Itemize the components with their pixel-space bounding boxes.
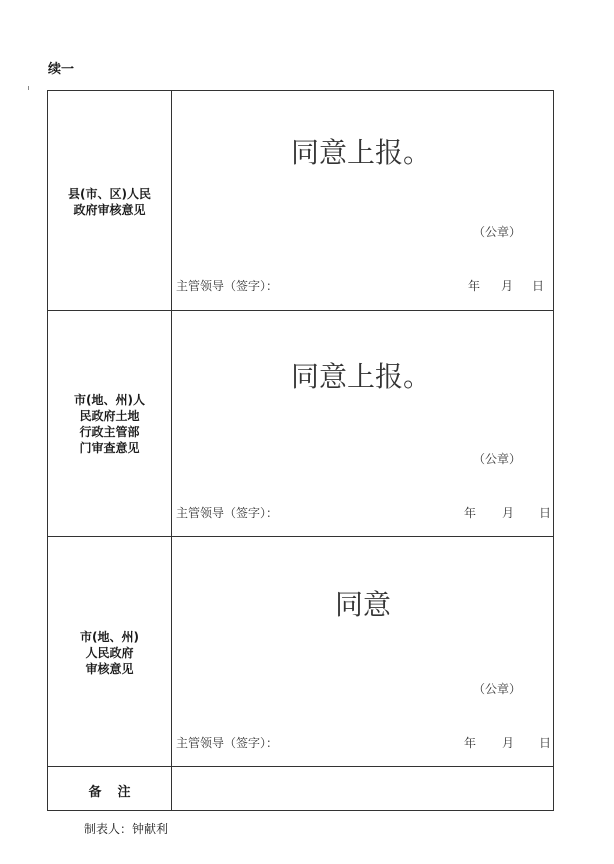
leader-signature-label: 主管领导（签字）： [176,736,279,750]
date-year: 年 [468,279,481,293]
date-month: 月 [502,736,515,750]
date-day: 日 [539,736,552,750]
county-review-label [48,186,171,218]
label-line: 门审查意见 [79,441,140,455]
form-maker: 制表人：钟献利 [84,822,169,836]
leader-signature-label: 主管领导（签字）： [176,506,279,520]
margin-mark [28,86,29,90]
remarks-label: 备注 [88,785,147,800]
label-line: 民政府土地 [79,409,140,423]
county-opinion-text: 同意上报。 [291,136,432,169]
row-divider [48,310,553,311]
city-land-dept-review-label [48,392,171,456]
official-seal-note: （公章） [473,225,522,239]
label-line: 市(地、州) [80,630,139,644]
date-year: 年 [464,506,477,520]
approval-table [47,90,554,811]
label-line: 行政主管部 [79,425,140,439]
row-divider [48,536,553,537]
row-divider [48,766,553,767]
date-year: 年 [464,736,477,750]
label-line: 人民政府 [85,646,134,660]
official-seal-note: （公章） [473,452,522,466]
label-line: 县(市、区)人民 [68,187,151,201]
date-month: 月 [501,279,514,293]
city-gov-review-label [48,629,171,677]
label-line: 审核意见 [85,662,134,676]
official-seal-note: （公章） [473,682,522,696]
land-dept-opinion-text: 同意上报。 [291,360,432,393]
label-line: 市(地、州)人 [74,393,145,407]
date-day: 日 [532,279,545,293]
date-day: 日 [539,506,552,520]
continuation-label: 续一 [48,62,75,77]
city-gov-opinion-text: 同意 [335,588,392,621]
label-line: 政府审核意见 [73,203,146,217]
leader-signature-label: 主管领导（签字）： [176,279,279,293]
column-divider [171,91,172,810]
date-month: 月 [502,506,515,520]
